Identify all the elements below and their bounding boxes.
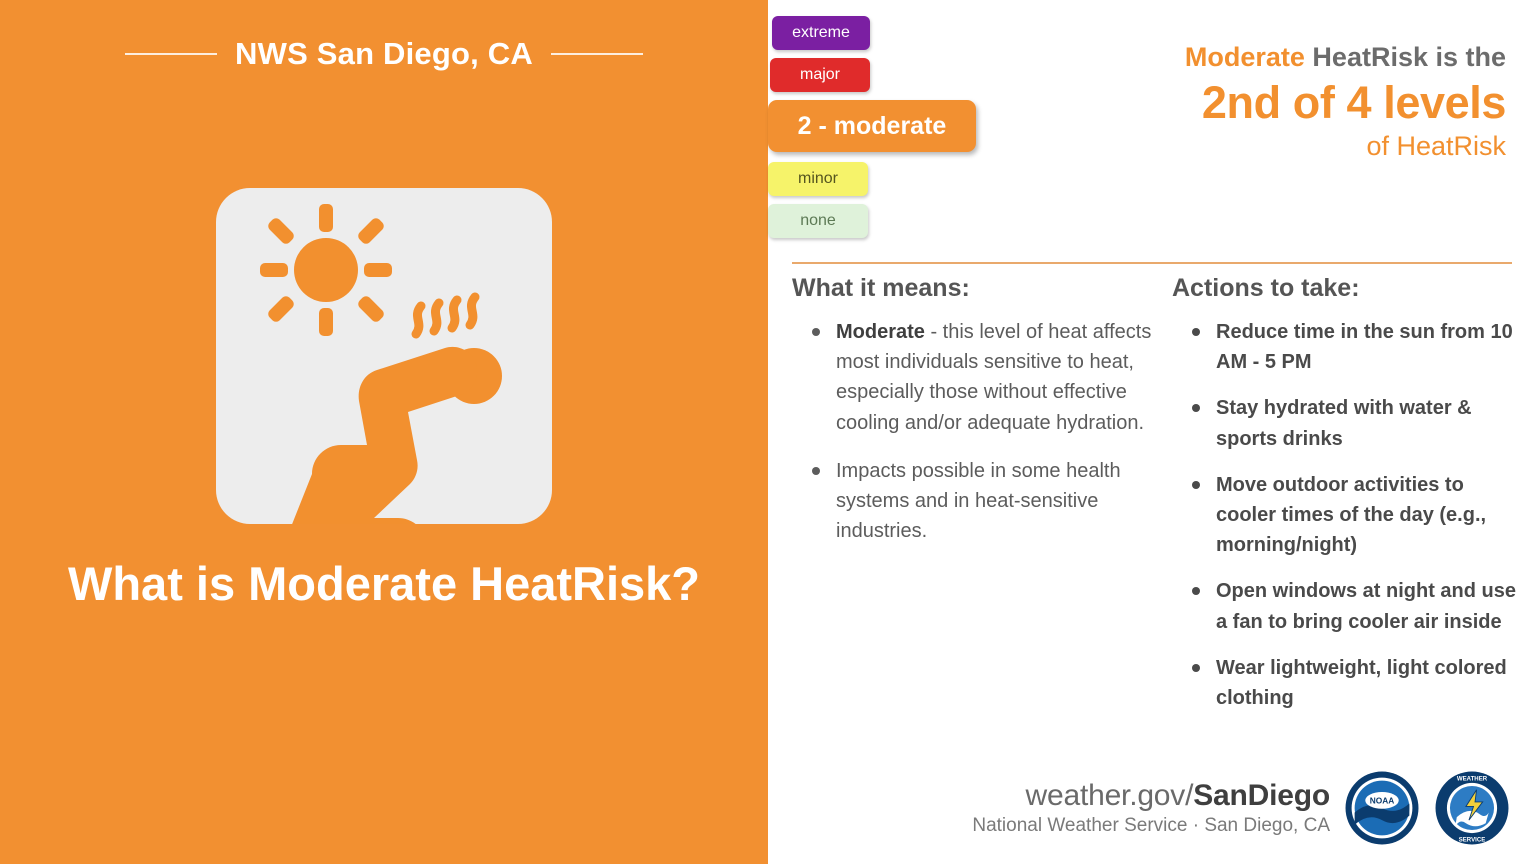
office-title: NWS San Diego, CA [235,36,533,71]
svg-text:WEATHER: WEATHER [1456,775,1488,783]
level-chip-none: none [768,204,868,238]
what-it-means-section [792,274,1182,564]
heatrisk-level-ladder [768,16,983,246]
actions-to-take-list [1172,317,1522,713]
ladder-row [768,58,983,92]
list-item: Reduce time in the sun from 10 AM - 5 PM [1172,317,1522,377]
level-heading-line3: of HeatRisk [1366,130,1506,161]
list-item: Wear lightweight, light colored clothing [1172,653,1522,713]
footer-url-bold: SanDiego [1193,779,1330,812]
footer-subtitle: National Weather Service · San Diego, CA [972,815,1330,836]
list-item: Move outdoor activities to cooler times of the day (e.g., morning/night) [1172,470,1522,561]
header-rule-left [125,53,217,55]
actions-to-take-section [1172,274,1522,729]
noaa-seal [1344,770,1420,846]
section-divider [792,262,1512,264]
footer-url[interactable] [972,779,1330,813]
level-chip-major: major [770,58,870,92]
svg-text:SERVICE: SERVICE [1458,836,1486,844]
list-item-text: - this level of heat affects most individuals sensitive to heat, especially those without effective cooling and/or adequate hydration. [836,321,1152,434]
level-heading-rest: HeatRisk is the [1304,42,1506,72]
right-panel [768,0,1536,864]
level-chip-moderate-selected: 2 - moderate [768,100,976,152]
ladder-row [768,162,983,196]
level-heading-line2: 2nd of 4 levels [1201,76,1506,128]
svg-text:NOAA: NOAA [1369,795,1395,806]
level-chip-minor: minor [768,162,868,196]
list-item: Open windows at night and use a fan to bring cooler air inside [1172,576,1522,636]
list-item-text: Impacts possible in some health systems and in heat-sensitive industries. [836,459,1121,543]
level-heading [1076,42,1506,163]
list-item-lead: Moderate [836,321,925,343]
footer-url-plain: weather.gov/ [1025,779,1194,812]
list-item [792,317,1182,438]
ladder-row [768,16,983,50]
ladder-row [768,204,983,238]
footer [768,770,1536,846]
list-item: Stay hydrated with water & sports drinks [1172,393,1522,453]
actions-to-take-title: Actions to take: [1172,274,1360,302]
what-it-means-list [792,317,1182,546]
header-rule-right [551,53,643,55]
heat-exhaustion-sun-icon [216,188,552,524]
office-header [0,36,768,72]
level-heading-line1 [1076,42,1506,74]
level-chip-extreme: extreme [772,16,870,50]
what-it-means-title: What it means: [792,274,970,302]
page-title: What is Moderate HeatRisk? [67,557,701,610]
ladder-row [768,100,983,152]
list-item [792,456,1182,547]
level-heading-accent: Moderate [1184,42,1305,72]
heat-illustration-card [216,188,552,524]
footer-text [972,779,1330,837]
national-weather-service-seal [1434,770,1510,846]
